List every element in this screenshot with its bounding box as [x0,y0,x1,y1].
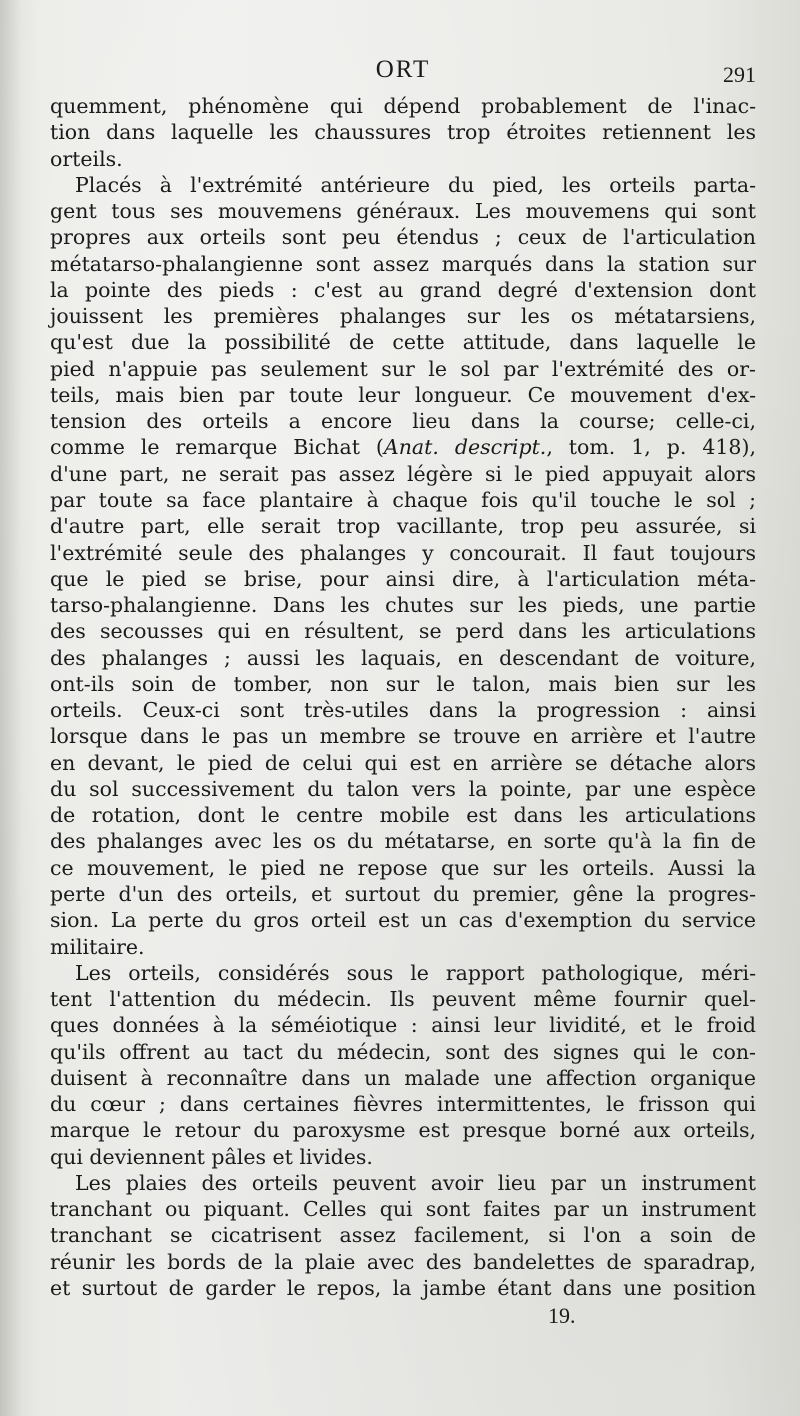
text-line: Les plaies des orteils peuvent avoir lieu par un instrument [75,1170,756,1195]
running-head: ORT [375,56,431,83]
text-line: tarso-phalangienne. Dans les chutes sur les pieds, une partie [50,593,756,618]
text-line: Les orteils, considérés sous le rapport pathologique, méri- [75,960,756,985]
text-line: en devant, le pied de celui qui est en arrière se détache alors [50,750,756,775]
text-line: Placés à l'extrémité antérieure du pied, les orteils parta- [75,172,756,197]
text-segment: comme le remarque Bichat ( [50,435,384,460]
text-line: gent tous ses mouvemens généraux. Les mouvemens qui sont [50,199,756,224]
text-line: d'une part, ne serait pas assez légère si le pied appuyait alors [50,461,756,486]
text-line [50,434,756,460]
text-line: des phalanges ; aussi les laquais, en descendant de voiture, [50,645,756,670]
text-line: marque le retour du paroxysme est presque borné aux orteils, [50,1118,756,1143]
text-line: des phalanges avec les os du métatarse, en sorte qu'à la fin de [50,829,756,854]
gutter-shadow [0,0,22,1416]
text-line: ques données à la séméiotique : ainsi leur lividité, et le froid [50,1013,756,1038]
text-line: ce mouvement, le pied ne repose que sur les orteils. Aussi la [50,855,756,880]
text-line: lorsque dans le pas un membre se trouve en arrière et l'autre [50,724,756,749]
text-line: duisent à reconnaître dans un malade une affection organique [50,1065,756,1090]
text-line: quemment, phénomène qui dépend probablement de l'inac- [50,94,756,118]
text-line: qu'ils offrent au tact du médecin, sont des signes qui le con- [50,1039,756,1064]
text-line: du cœur ; dans certaines fièvres intermittentes, le frisson qui [50,1092,756,1117]
text-line: métatarso-phalangienne sont assez marqués dans la station sur [50,251,756,276]
text-line: jouissent les premières phalanges sur les os métatarsiens, [50,304,756,329]
text-line: tension des orteils a encore lieu dans la course; celle-ci, [50,409,756,434]
text-line: ont-ils soin de tomber, non sur le talon, mais bien sur les [50,671,756,696]
text-line: qu'est due la possibilité de cette attitude, dans laquelle le [50,330,756,355]
text-line: réunir les bords de la plaie avec des bandelettes de sparadrap, [50,1249,756,1274]
text-line: militaire. [50,934,145,959]
text-line: la pointe des pieds : c'est au grand degré d'extension dont [50,277,756,302]
text-line: orteils. Ceux-ci sont très-utiles dans la progression : ainsi [50,698,756,723]
text-line: par toute sa face plantaire à chaque fois qu'il touche le sol ; [50,487,756,512]
text-line: orteils. [50,146,123,171]
italic-citation: Anat. descript. [383,435,547,460]
text-line: propres aux orteils sont peu étendus ; ceux de l'articulation [50,225,756,250]
text-line: que le pied se brise, pour ainsi dire, à l'articulation méta- [50,566,756,591]
text-line: pied n'appuie pas seulement sur le sol par l'extrémité des or- [50,356,756,381]
body-text [50,93,756,1301]
text-line: tion dans laquelle les chaussures trop étroites retiennent les [50,120,756,145]
text-line: des secousses qui en résultent, se perd dans les articulations [50,619,756,644]
text-line: perte d'un des orteils, et surtout du premier, gêne la progres- [50,881,756,906]
signature-mark: 19. [548,1303,576,1328]
text-line: qui deviennent pâles et livides. [50,1144,373,1169]
text-line: teils, mais bien par toute leur longueur. Ce mouvement d'ex- [50,382,756,407]
text-line: tent l'attention du médecin. Ils peuvent même fournir quel- [50,987,756,1012]
page-header [50,56,756,92]
text-line: de rotation, dont le centre mobile est dans les articulations [50,803,756,828]
text-line: d'autre part, elle serait trop vacillante, trop peu assurée, si [50,514,756,539]
text-segment: , tom. 1, p. 418), [546,435,756,460]
text-line: du sol successivement du talon vers la pointe, par une espèce [50,776,756,801]
page-number: 291 [723,62,756,87]
text-line: tranchant se cicatrisent assez facilement, si l'on a soin de [50,1223,756,1248]
text-line: sion. La perte du gros orteil est un cas d'exemption du service [50,908,756,933]
text-line: tranchant ou piquant. Celles qui sont faites par un instrument [50,1197,756,1222]
text-line: et surtout de garder le repos, la jambe étant dans une position [50,1275,756,1300]
text-line: l'extrémité seule des phalanges y concourait. Il faut toujours [50,540,756,565]
